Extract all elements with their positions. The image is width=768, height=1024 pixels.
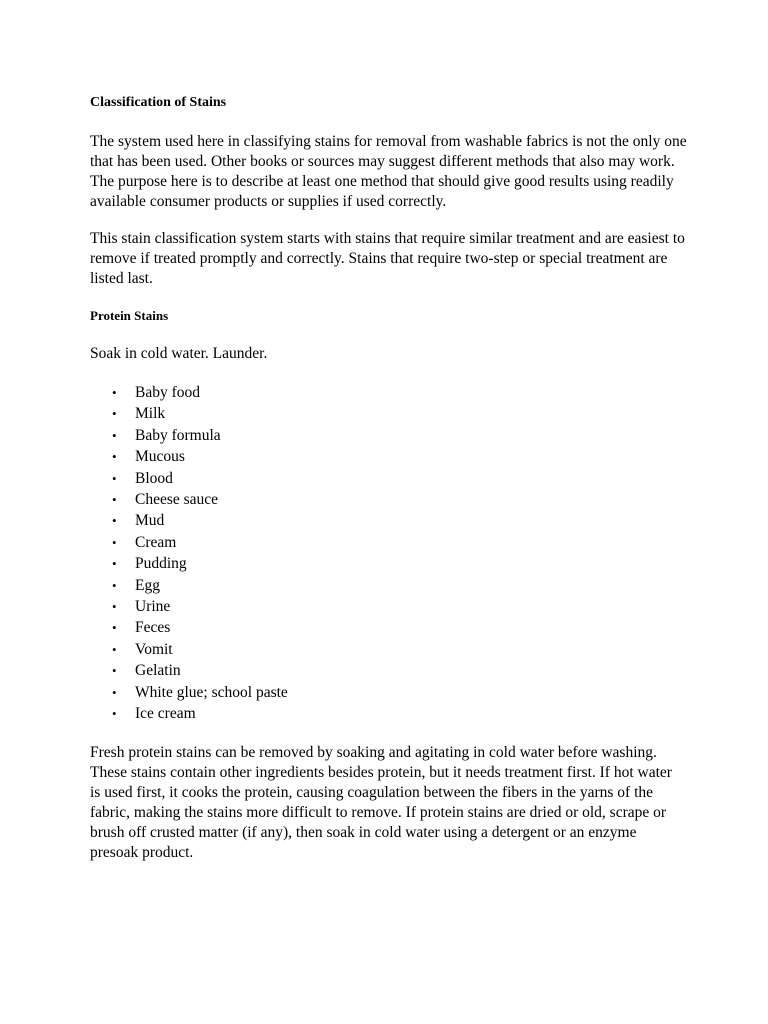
bullet-icon: •: [112, 620, 117, 636]
list-item-label: Mucous: [135, 448, 185, 466]
protein-stain-explanation: Fresh protein stains can be removed by soaking and agitating in cold water before washing. These stains contain other ingredients besides protein, but it needs treatment first. If hot water is used first, it cooks the protein, causing coagulation between the fibers in the yarns of the fabric, making the stains more difficult to remove. If protein stains are dried or old, scrape or brush off crusted matter (if any), then soak in cold water using a detergent or an enzyme presoak product.: [90, 743, 672, 861]
bullet-icon: •: [112, 577, 117, 593]
list-item-label: Ice cream: [135, 705, 196, 723]
list-item-label: Vomit: [135, 640, 173, 658]
list-item-label: Egg: [135, 576, 160, 594]
bullet-icon: •: [112, 534, 117, 550]
list-item-label: Baby food: [135, 384, 201, 401]
list-item: [90, 553, 690, 574]
section-heading: Protein Stains: [90, 308, 169, 323]
page-title: Classification of Stains: [90, 95, 227, 110]
list-item: [90, 468, 690, 489]
protein-stain-list: [90, 382, 690, 725]
classification-paragraph: This stain classification system starts with stains that require similar treatment and are easiest to remove if treated promptly and correctly. Stains that require two-step or special treatment are listed last.: [90, 230, 685, 287]
list-item: [90, 425, 690, 446]
list-item-label: Urine: [135, 598, 171, 616]
list-item: [90, 382, 690, 403]
list-item: [90, 532, 690, 553]
bullet-icon: •: [112, 599, 117, 615]
list-item-label: White glue; school paste: [135, 683, 288, 701]
document-page: [90, 93, 690, 863]
list-item: [90, 703, 690, 724]
bullet-icon: •: [112, 706, 117, 722]
list-item: [90, 617, 690, 638]
list-item: [90, 403, 690, 424]
list-item-label: Cheese sauce: [135, 491, 219, 509]
list-item: [90, 682, 690, 703]
list-item: [90, 489, 690, 510]
intro-paragraph: The system used here in classifying stains for removal from washable fabrics is not the only one that has been used. Other books or sources may suggest different methods that also may work. The purpose here is to describe at least one method that should give good results using readily available consumer products or supplies if used correctly.: [90, 133, 687, 210]
list-item-label: Baby formula: [135, 426, 221, 444]
bullet-icon: •: [112, 449, 117, 465]
bullet-icon: •: [112, 385, 117, 400]
list-item: [90, 510, 690, 531]
list-item-label: Mud: [135, 512, 165, 530]
bullet-icon: •: [112, 684, 117, 700]
bullet-icon: •: [112, 641, 117, 657]
list-item-label: Gelatin: [135, 662, 181, 680]
list-item-label: Milk: [135, 405, 166, 423]
list-item-label: Feces: [135, 619, 171, 637]
bullet-icon: •: [112, 470, 117, 486]
bullet-icon: •: [112, 513, 117, 529]
list-item-label: Pudding: [135, 555, 187, 573]
list-item: [90, 660, 690, 681]
list-item-label: Cream: [135, 533, 177, 551]
list-item: [90, 639, 690, 660]
treatment-instruction: Soak in cold water. Launder.: [90, 345, 268, 362]
list-item-label: Blood: [135, 469, 173, 487]
list-item: [90, 446, 690, 467]
bullet-icon: •: [112, 556, 117, 572]
bullet-icon: •: [112, 406, 117, 422]
bullet-icon: •: [112, 663, 117, 679]
bullet-icon: •: [112, 427, 117, 443]
list-item: [90, 596, 690, 617]
list-item: [90, 575, 690, 596]
bullet-icon: •: [112, 492, 117, 508]
